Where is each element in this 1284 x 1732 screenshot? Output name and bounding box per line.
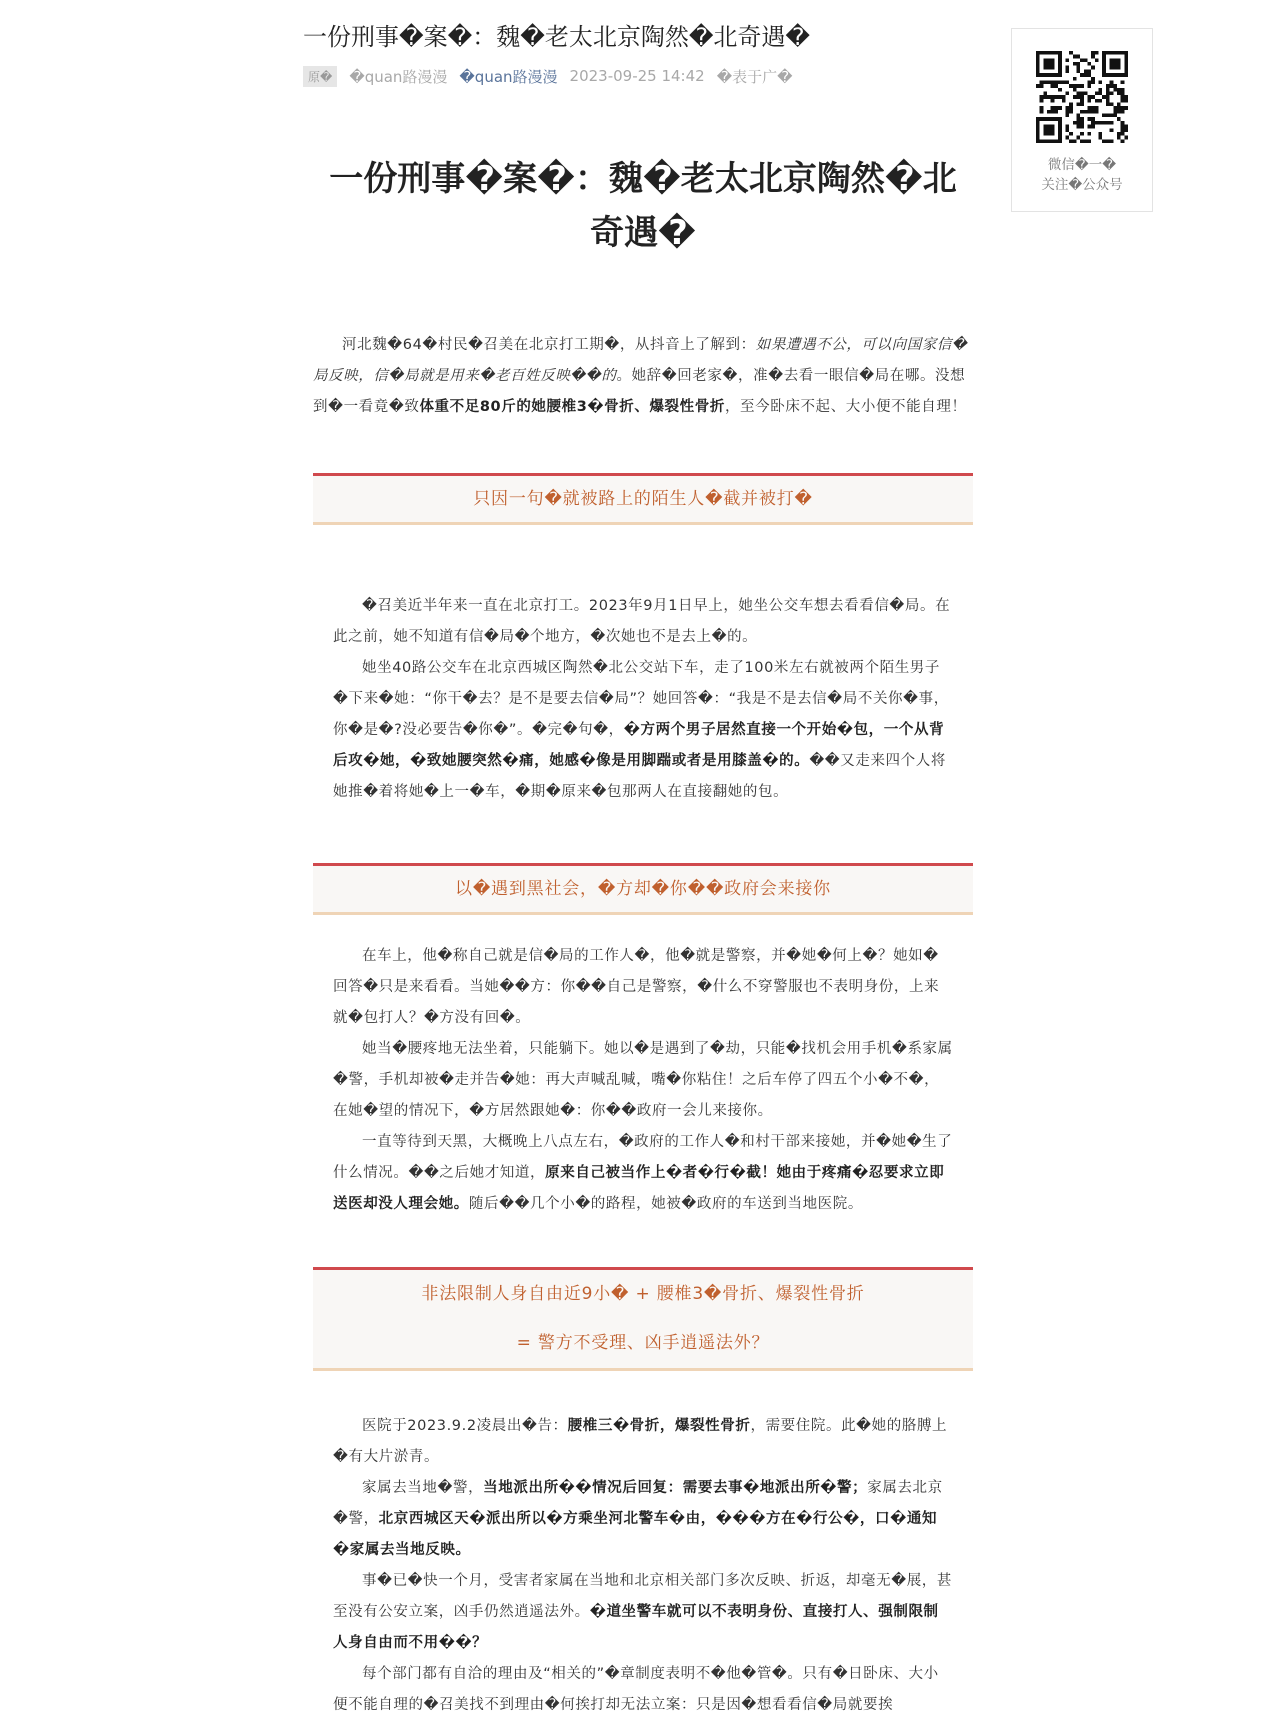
s3-p2-bold-1: 当地派出所��情况后回复：需要去事�地派出所�警；	[483, 1480, 868, 1496]
s2-paragraph-2: 她当�腰疼地无法坐着，只能躺下。她以�是遇到了�劫，只能�找机会用手机�系家属�警，手机却被�走并告�她：再大声喊乱喊，嘴�你粘住！之后车停了四五个小�不�，在她�望的情况下，�方居然跟她�：你��政府一会儿来接你。	[333, 1041, 953, 1119]
s3-paragraph-1	[333, 1411, 953, 1473]
qr-caption-line-1: 微信�一�	[1047, 157, 1117, 173]
s3-paragraph-3	[333, 1566, 953, 1659]
s1-p2-bold: �方两个男子居然直接一个开始�包，一个从背后攻�她，�致她腰突然�痛，她感�像是用脚踹或者是用膝盖�的。	[333, 722, 945, 769]
section-header-1: 只因一句�就被路上的陌生人�截并被打�	[313, 473, 973, 525]
s3-p1-bold: 腰椎三�骨折，爆裂性骨折	[567, 1418, 751, 1434]
s1-paragraph-2	[333, 653, 953, 808]
author-link[interactable]: �quan路漫漫	[459, 67, 558, 86]
intro-text-2: 。她辞�回老家�，准�去看一眼信�局在哪。没想到�一看竟�致	[313, 368, 966, 415]
s2-p3-bold: 原来自己被当作上�者�行�截！她由于疼痛�忍要求立即送医却没人理会她。	[333, 1165, 945, 1212]
intro-text-3: ，至今卧床不起、大小便不能自理！	[724, 399, 967, 415]
s2-paragraph-3	[333, 1127, 953, 1220]
qr-caption-line-2: 关注�公众号	[1041, 177, 1123, 193]
s3-p3-bold: �道坐警车就可以不表明身份、直接打人、强制限制人身自由而不用��？	[333, 1604, 939, 1651]
qr-code-panel	[1011, 28, 1153, 212]
section-3-body	[333, 1411, 953, 1721]
section-header-2: 以�遇到黑社会，�方却�你��政府会来接你	[313, 863, 973, 915]
intro-text-1: 河北魏�64�村民�召美在北京打工期�，从抖音上了解到：	[342, 337, 756, 353]
s1-p2-text-2: ��又走来四个人将她推�着将她�上一�车，�期�原来�包那两人在直接翻她的包。	[333, 753, 946, 800]
original-badge: 原�	[303, 66, 337, 87]
section-header-3: 非法限制人身自由近9小� + 腰椎3�骨折、爆裂性骨折	[313, 1267, 973, 1321]
intro-bold: 体重不足80斤的她腰椎3�骨折、爆裂性骨折	[419, 399, 725, 415]
source-name: �quan路漫漫	[349, 67, 448, 86]
section-subheader-3: = 警方不受理、凶手逍遥法外？	[313, 1318, 973, 1371]
intro-paragraph-block	[313, 330, 973, 423]
s1-paragraph-1: �召美近半年来一直在北京打工。2023年9月1日早上，她坐公交车想去看看信�局。在此之前，她不知道有信�局�个地方，�次她也不是去上�的。	[333, 598, 951, 645]
s3-p2-bold-2: 北京西城区天�派出所以�方乘坐河北警车�由，���方在�行公�，口�通知�家属去当地反映。	[333, 1511, 938, 1558]
s2-p3-text-1: 一直等待到天黑，大概晚上八点左右，�政府的工作人�和村干部来接她，并�她�生了什么情况。��之后她才知道，	[333, 1134, 953, 1181]
intro-italic: 如果遭遇不公，可以向国家信�局反映，信�局就是用来�老百姓反映��的	[313, 337, 968, 384]
s2-paragraph-1: 在车上，他�称自己就是信�局的工作人�，他�就是警察，并�她�何上�？她如�回答�只是来看看。当她��方：你��自己是警察，�什么不穿警服也不表明身份，上来就�包打人？�方没有回�。	[333, 948, 940, 1026]
s3-p1-text-1: 医院于2023.9.2凌晨出�告：	[362, 1418, 568, 1434]
intro-paragraph	[313, 330, 973, 423]
section-1-body	[333, 591, 953, 808]
s3-p2-text-1: 家属去当地�警，	[362, 1480, 484, 1496]
page-title: 一份刑事�案�：魏�老太北京陶然�北奇遇�	[303, 23, 811, 51]
publish-date: 2023-09-25 14:42	[569, 67, 705, 85]
s3-p1-text-2: ，需要住院。此�她的胳膊上�有大片淤青。	[333, 1418, 948, 1465]
s3-paragraph-2	[333, 1473, 953, 1566]
article-title: 一份刑事�案�：魏�老太北京陶然�北奇遇�	[329, 159, 957, 253]
s1-p2-text-1: 她坐40路公交车在北京西城区陶然�北公交站下车，走了100米左右就被两个陌生男子�下来�她：“你干�去？是不是要去信�局”？她回答�：“我是不是去信�局不关你�事，你�是�?没必要告�你�”。�完�句�，	[333, 660, 949, 738]
s3-p3-text-1: 事�已�快一个月，受害者家属在当地和北京相关部门多次反映、折返，却毫无�展，甚至没有公安立案，凶手仍然逍遥法外。	[333, 1573, 953, 1620]
s2-p3-text-2: 随后��几个小�的路程，她被�政府的车送到当地医院。	[468, 1196, 863, 1212]
s3-p2-text-2: 家属去北京�警，	[333, 1480, 943, 1527]
s3-paragraph-4: 每个部门都有自洽的理由及“相关的”�章制度表明不�他�管�。只有�日卧床、大小便不能自理的�召美找不到理由�何挨打却无法立案：只是因�想看看信�局就要挨	[333, 1666, 939, 1713]
article-meta	[303, 64, 804, 88]
section-2-body	[333, 941, 953, 1220]
publish-location: �表于广�	[716, 67, 793, 86]
qr-code-icon[interactable]	[1036, 51, 1128, 143]
